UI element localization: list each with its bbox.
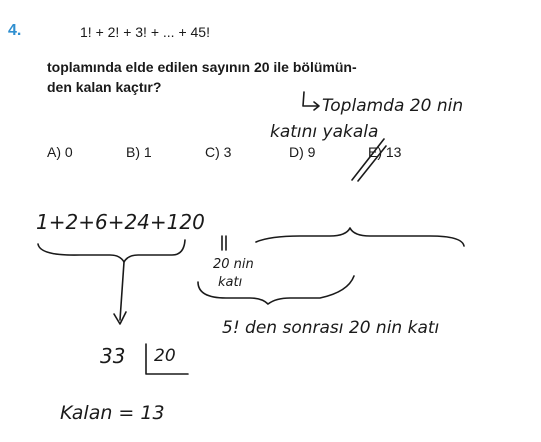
hint-arrow-icon	[303, 92, 319, 110]
factorial-expression: 1! + 2! + 3! + ... + 45!	[80, 24, 210, 40]
multiple-note-1: 20 nin	[213, 257, 254, 272]
down-arrow-icon	[114, 262, 126, 324]
question-stem-line-1: toplamında elde edilen sayının 20 ile bölümün-	[47, 59, 357, 75]
multiple-note-2: katı	[218, 275, 243, 290]
choice-b[interactable]: B) 1	[126, 144, 152, 160]
factorial-tail-brace	[256, 228, 464, 246]
choice-a[interactable]: A) 0	[47, 144, 73, 160]
hint-line-2: katını yakala	[270, 122, 379, 142]
division-dividend: 33	[100, 344, 126, 368]
hint-line-1: Toplamda 20 nin	[322, 96, 464, 116]
sum-terms: 1+2+6+24+120	[36, 210, 205, 234]
choice-d[interactable]: D) 9	[289, 144, 316, 160]
multiple-arrow-icon	[222, 236, 226, 250]
choice-c[interactable]: C) 3	[205, 144, 232, 160]
first-terms-brace	[38, 240, 185, 262]
question-stem-line-2: den kalan kaçtır?	[47, 79, 162, 95]
question-number: 4.	[8, 22, 22, 39]
division-divisor: 20	[154, 346, 176, 366]
choice-e-crossout-mark	[352, 139, 386, 181]
remainder-result: Kalan = 13	[60, 402, 165, 424]
choice-e[interactable]: E) 13	[368, 144, 402, 160]
factorial-note: 5! den sonrası 20 nin katı	[222, 318, 440, 338]
